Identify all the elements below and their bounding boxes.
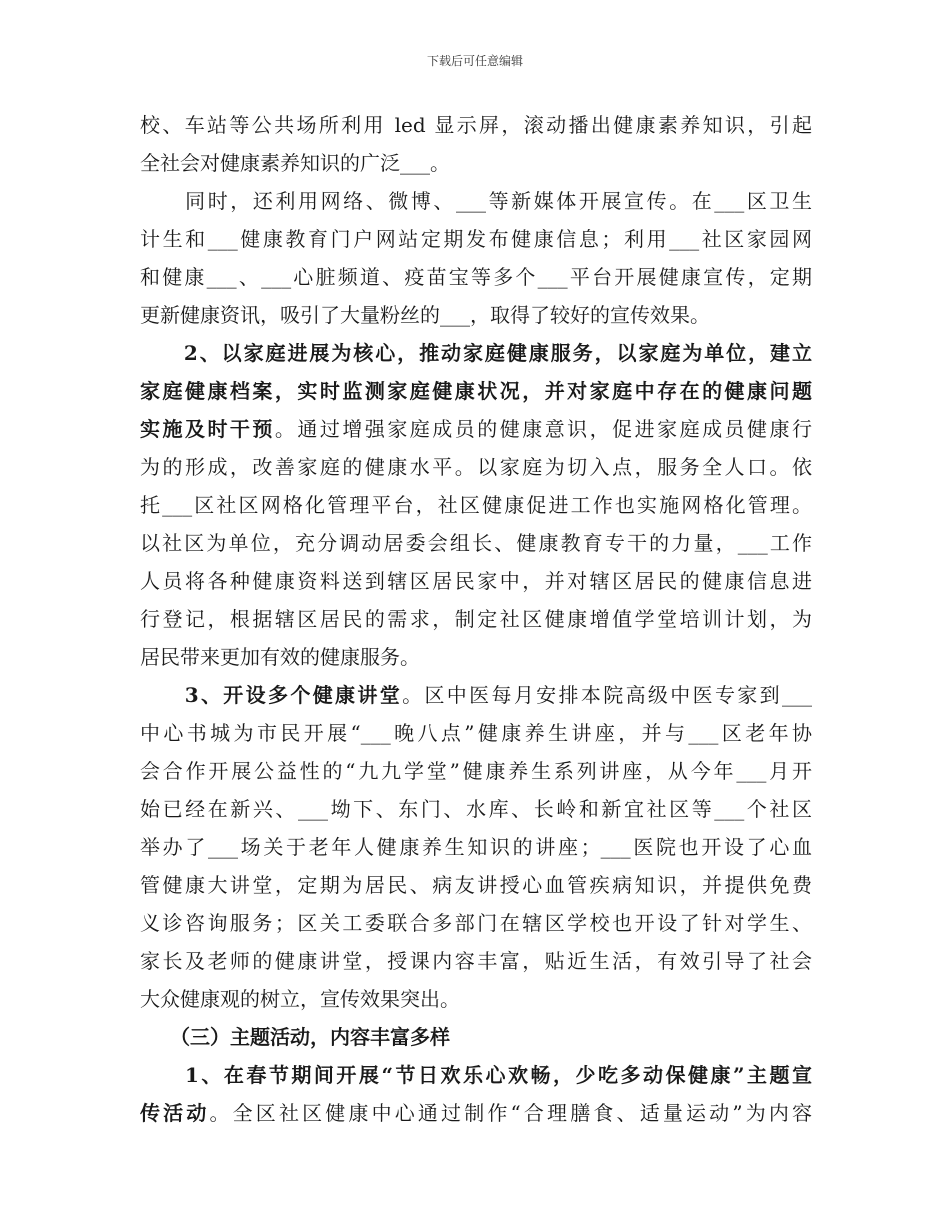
text-line — [140, 372, 812, 410]
text-line — [140, 980, 812, 1018]
text-line — [140, 106, 812, 144]
body-text: 全社会对健康素养知识的广泛___。 — [140, 151, 450, 175]
text-line — [140, 942, 812, 980]
text-line — [140, 676, 812, 714]
body-text: 管健康大讲堂，定期为居民、病友讲授心血管疾病知识，并提供免费 — [140, 873, 812, 897]
body-text: 校、车站等公共场所利用 led 显示屏，滚动播出健康素养知识，引起 — [140, 113, 812, 137]
bold-text: 2、以家庭进展为核心，推动家庭健康服务，以家庭为单位，建立 — [140, 341, 812, 365]
bold-text: （三）主题活动，内容丰富多样 — [140, 1025, 450, 1049]
body-text: 居民带来更加有效的健康服务。 — [140, 645, 420, 669]
body-text: 行登记，根据辖区居民的需求，制定社区健康增值学堂培训计划，为 — [140, 607, 812, 631]
body-text: 大众健康观的树立，宣传效果突出。 — [140, 987, 460, 1011]
body-text: 会合作开展公益性的“九九学堂”健康养生系列讲座，从今年___月开 — [140, 759, 812, 783]
body-text: 。全区社区健康中心通过制作“合理膳食、适量运动”为内容 — [209, 1101, 813, 1125]
text-line — [140, 1018, 812, 1056]
document-body — [140, 106, 812, 1132]
bold-text: 实施及时干预 — [140, 417, 275, 441]
text-line — [140, 752, 812, 790]
body-text: 。区中医每月安排本院高级中医专家到___ — [402, 683, 813, 707]
text-line — [140, 638, 812, 676]
text-line — [140, 448, 812, 486]
body-text: 托___区社区网格化管理平台，社区健康促进工作也实施网格化管理。 — [140, 493, 812, 517]
body-text: 举办了___场关于老年人健康养生知识的讲座；___医院也开设了心血 — [140, 835, 812, 859]
text-line — [140, 714, 812, 752]
text-line — [140, 828, 812, 866]
bold-text: 家庭健康档案，实时监测家庭健康状况，并对家庭中存在的健康问题 — [140, 379, 812, 403]
text-line — [140, 600, 812, 638]
body-text: 中心书城为市民开展“___晚八点”健康养生讲座，并与___区老年协 — [140, 721, 812, 745]
text-line — [140, 296, 812, 334]
text-line — [140, 334, 812, 372]
text-line — [140, 562, 812, 600]
text-line — [140, 486, 812, 524]
body-text: 计生和___健康教育门户网站定期发布健康信息；利用___社区家园网 — [140, 227, 812, 251]
text-line — [140, 524, 812, 562]
body-text: 。通过增强家庭成员的健康意识，促进家庭成员健康行 — [274, 417, 813, 441]
text-line — [140, 144, 812, 182]
text-line — [140, 904, 812, 942]
text-line — [140, 790, 812, 828]
text-line — [140, 866, 812, 904]
body-text: 始已经在新兴、___坳下、东门、水库、长岭和新宜社区等___个社区 — [140, 797, 812, 821]
body-text: 和健康___、___心脏频道、疫苗宝等多个___平台开展健康宣传，定期 — [140, 265, 812, 289]
text-line — [140, 258, 812, 296]
bold-text: 3、开设多个健康讲堂 — [140, 683, 403, 707]
text-line — [140, 182, 812, 220]
text-line — [140, 1094, 812, 1132]
body-text: 义诊咨询服务；区关工委联合多部门在辖区学校也开设了针对学生、 — [140, 911, 812, 935]
body-text: 同时，还利用网络、微博、___等新媒体开展宣传。在___区卫生 — [140, 189, 812, 213]
text-line — [140, 1056, 812, 1094]
body-text: 人员将各种健康资料送到辖区居民家中，并对辖区居民的健康信息进 — [140, 569, 812, 593]
page-header: 下载后可任意编辑 — [426, 54, 523, 68]
text-line — [140, 410, 812, 448]
bold-text: 传活动 — [140, 1101, 210, 1125]
bold-text: 1、在春节期间开展“节日欢乐心欢畅，少吃多动保健康”主题宣 — [140, 1063, 812, 1087]
body-text: 以社区为单位，充分调动居委会组长、健康教育专干的力量，___工作 — [140, 531, 812, 555]
body-text: 家长及老师的健康讲堂，授课内容丰富，贴近生活，有效引导了社会 — [140, 949, 812, 973]
text-line — [140, 220, 812, 258]
body-text: 为的形成，改善家庭的健康水平。以家庭为切入点，服务全人口。依 — [140, 455, 812, 479]
body-text: 更新健康资讯，吸引了大量粉丝的___，取得了较好的宣传效果。 — [140, 303, 710, 327]
